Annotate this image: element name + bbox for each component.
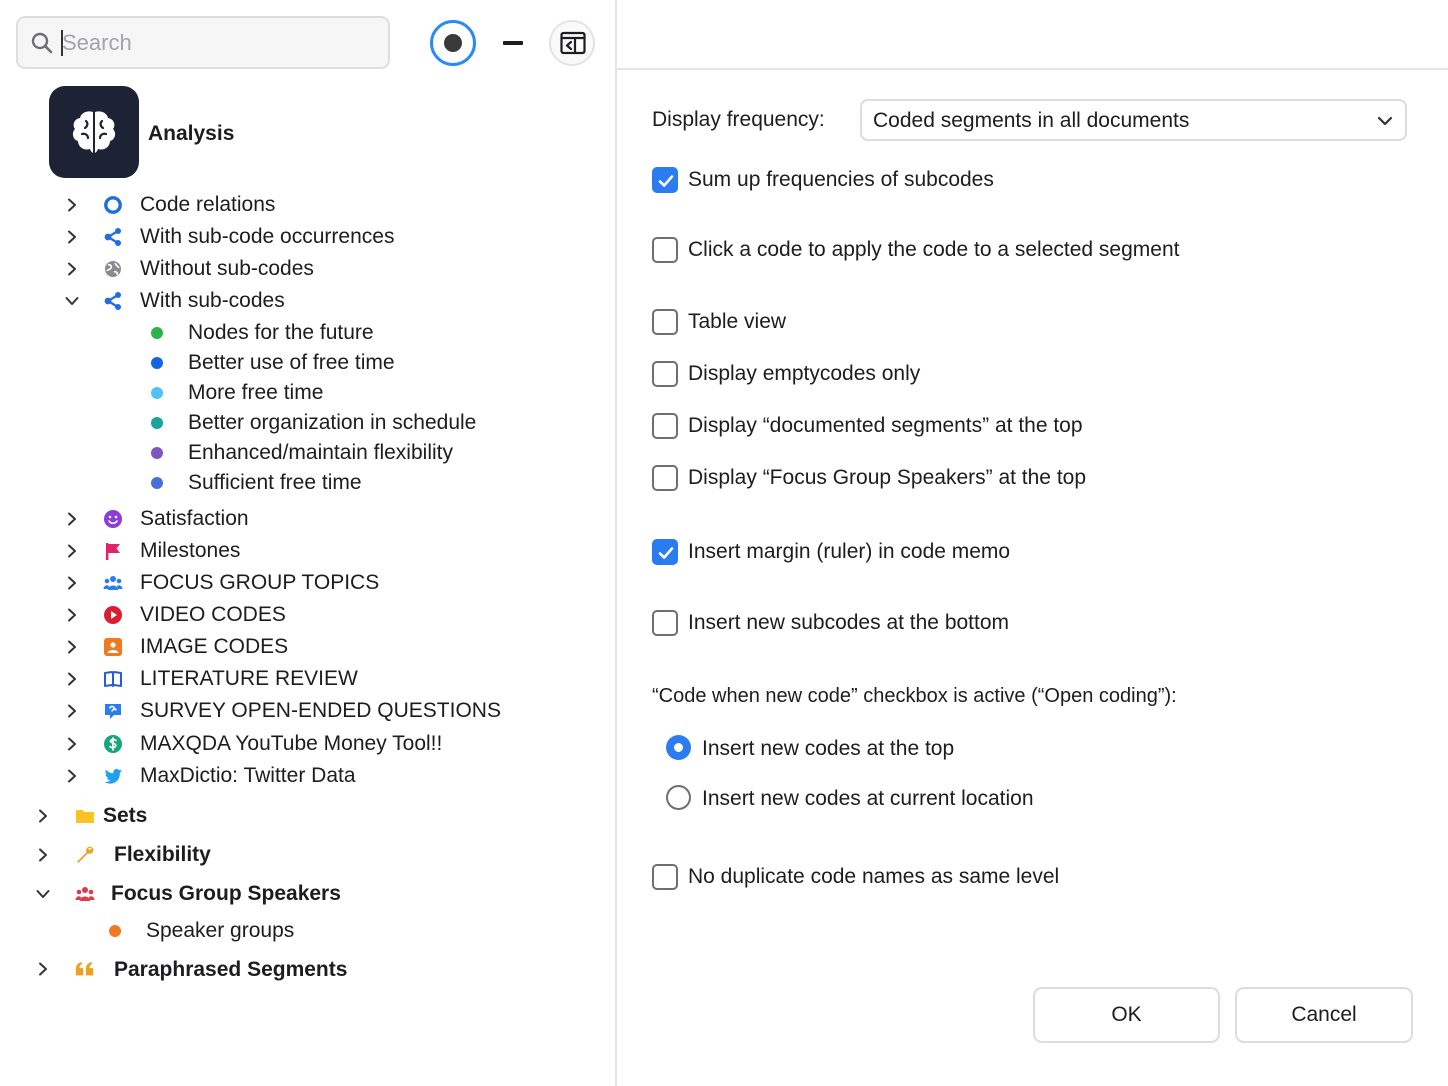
chevron-right-icon[interactable] <box>65 576 79 590</box>
cancel-button[interactable]: Cancel <box>1235 987 1413 1043</box>
tree-item-video-codes[interactable]: VIDEO CODES <box>140 603 286 626</box>
code-color-dot <box>151 477 163 489</box>
chevron-right-icon[interactable] <box>65 704 79 718</box>
chevron-right-icon[interactable] <box>65 640 79 654</box>
tree-item-paraphrased-segments[interactable]: Paraphrased Segments <box>114 958 348 981</box>
chevron-right-icon[interactable] <box>65 769 79 783</box>
ok-button[interactable]: OK <box>1033 987 1220 1043</box>
label-focus-group-speakers-top[interactable]: Display “Focus Group Speakers” at the top <box>688 466 1087 489</box>
checkbox-insert-subcodes-bottom[interactable] <box>652 610 678 636</box>
twitter-icon <box>103 766 123 786</box>
analysis-title[interactable]: Analysis <box>148 122 235 145</box>
code-color-dot <box>151 417 163 429</box>
search-input[interactable] <box>62 26 380 60</box>
search-icon <box>30 31 54 55</box>
smile-icon <box>103 509 123 529</box>
chevron-right-icon[interactable] <box>36 962 50 976</box>
tree-item-without-sub-codes[interactable]: Without sub-codes <box>140 257 314 280</box>
tree-item-image-codes[interactable]: IMAGE CODES <box>140 635 289 658</box>
label-display-emptycodes-only[interactable]: Display emptycodes only <box>688 362 921 385</box>
display-frequency-select[interactable] <box>860 99 1407 141</box>
checkbox-click-to-apply-code[interactable] <box>652 237 678 263</box>
subcode-nodes-for-the-future[interactable]: Nodes for the future <box>188 321 374 344</box>
minus-icon <box>503 41 523 45</box>
folder-icon <box>75 806 95 826</box>
radio-insert-new-codes-top[interactable] <box>666 735 691 760</box>
chat-icon <box>103 701 123 721</box>
tree-item-speaker-groups[interactable]: Speaker groups <box>146 919 295 942</box>
layout-icon <box>560 31 586 55</box>
tree-item-milestones[interactable]: Milestones <box>140 539 241 562</box>
brain-icon <box>69 108 119 156</box>
settings-header <box>617 0 1448 70</box>
record-icon <box>444 34 462 52</box>
users-icon <box>103 573 123 593</box>
label-documented-segments-top[interactable]: Display “documented segments” at the top <box>688 414 1083 437</box>
label-table-view[interactable]: Table view <box>688 310 787 333</box>
chevron-right-icon[interactable] <box>65 544 79 558</box>
globe-icon <box>103 259 123 279</box>
checkbox-insert-margin-ruler[interactable] <box>652 539 678 565</box>
image-icon <box>103 637 123 657</box>
label-no-duplicate-code-names[interactable]: No duplicate code names as same level <box>688 865 1060 888</box>
tree-item-satisfaction[interactable]: Satisfaction <box>140 507 249 530</box>
code-relations-icon <box>103 195 123 215</box>
label-insert-new-codes-current-location[interactable]: Insert new codes at current location <box>702 787 1034 810</box>
record-button[interactable] <box>430 20 476 66</box>
code-color-dot <box>151 387 163 399</box>
chevron-right-icon[interactable] <box>65 262 79 276</box>
minimize-button[interactable] <box>497 20 543 66</box>
label-click-to-apply-code[interactable]: Click a code to apply the code to a selected segment <box>688 238 1180 261</box>
tree-item-focus-group-topics[interactable]: FOCUS GROUP TOPICS <box>140 571 380 594</box>
quote-icon <box>75 959 95 979</box>
chevron-right-icon[interactable] <box>65 672 79 686</box>
chevron-right-icon[interactable] <box>65 737 79 751</box>
checkmark-icon <box>657 172 675 190</box>
checkbox-focus-group-speakers-top[interactable] <box>652 465 678 491</box>
flag-icon <box>103 541 123 561</box>
pane-divider[interactable] <box>615 0 617 1086</box>
chevron-right-icon[interactable] <box>36 848 50 862</box>
chevron-right-icon[interactable] <box>65 608 79 622</box>
label-sum-up-frequencies[interactable]: Sum up frequencies of subcodes <box>688 168 994 191</box>
display-frequency-value: Coded segments in all documents <box>873 109 1190 132</box>
subcode-sufficient-free-time[interactable]: Sufficient free time <box>188 471 362 494</box>
checkmark-icon <box>657 544 675 562</box>
video-play-icon <box>103 605 123 625</box>
share-nodes-icon <box>103 227 123 247</box>
text-caret <box>61 30 63 56</box>
checkbox-sum-up-frequencies[interactable] <box>652 167 678 193</box>
tree-item-with-sub-codes[interactable]: With sub-codes <box>140 289 285 312</box>
tree-item-survey-open-ended-questions[interactable]: SURVEY OPEN-ENDED QUESTIONS <box>140 699 501 722</box>
label-insert-subcodes-bottom[interactable]: Insert new subcodes at the bottom <box>688 611 1010 634</box>
users-icon <box>75 884 95 904</box>
checkbox-no-duplicate-code-names[interactable] <box>652 864 678 890</box>
chevron-right-icon[interactable] <box>36 809 50 823</box>
open-coding-label: “Code when new code” checkbox is active (“Open coding”): <box>652 685 1177 707</box>
tree-item-maxdictio-twitter-data[interactable]: MaxDictio: Twitter Data <box>140 764 356 787</box>
book-icon <box>103 669 123 689</box>
tree-item-flexibility[interactable]: Flexibility <box>114 843 211 866</box>
code-color-dot <box>151 447 163 459</box>
tree-item-maxqda-youtube-money-tool[interactable]: MAXQDA YouTube Money Tool!! <box>140 732 443 755</box>
tree-item-sets[interactable]: Sets <box>103 804 148 827</box>
tree-item-with-sub-code-occurrences[interactable]: With sub-code occurrences <box>140 225 395 248</box>
chevron-down-icon <box>1377 115 1393 127</box>
code-color-dot <box>151 327 163 339</box>
display-frequency-label: Display frequency: <box>652 108 825 131</box>
code-system-pane <box>0 0 616 1086</box>
dot-icon <box>109 925 121 937</box>
subcode-better-use-of-free-time[interactable]: Better use of free time <box>188 351 395 374</box>
chevron-right-icon[interactable] <box>65 512 79 526</box>
share-nodes-icon <box>103 291 123 311</box>
checkbox-documented-segments-top[interactable] <box>652 413 678 439</box>
subcode-enhanced-maintain-flexibility[interactable]: Enhanced/maintain flexibility <box>188 441 453 464</box>
chevron-down-icon[interactable] <box>36 887 50 901</box>
radio-insert-new-codes-current-location[interactable] <box>666 785 691 810</box>
search-box[interactable] <box>16 16 390 69</box>
analysis-logo[interactable] <box>49 86 139 178</box>
chevron-down-icon[interactable] <box>65 294 79 308</box>
subcode-more-free-time[interactable]: More free time <box>188 381 324 404</box>
layout-toggle-button[interactable] <box>549 20 595 66</box>
code-color-dot <box>151 357 163 369</box>
label-insert-new-codes-top[interactable]: Insert new codes at the top <box>702 737 955 760</box>
checkbox-table-view[interactable] <box>652 309 678 335</box>
tree-item-code-relations[interactable]: Code relations <box>140 193 276 216</box>
chevron-right-icon[interactable] <box>65 230 79 244</box>
subcode-better-organization-in-schedule[interactable]: Better organization in schedule <box>188 411 477 434</box>
tree-item-focus-group-speakers[interactable]: Focus Group Speakers <box>111 882 341 905</box>
wrench-icon <box>75 845 95 865</box>
tree-item-literature-review[interactable]: LITERATURE REVIEW <box>140 667 358 690</box>
chevron-right-icon[interactable] <box>65 198 79 212</box>
label-insert-margin-ruler[interactable]: Insert margin (ruler) in code memo <box>688 540 1011 563</box>
dollar-icon <box>103 734 123 754</box>
checkbox-display-emptycodes-only[interactable] <box>652 361 678 387</box>
